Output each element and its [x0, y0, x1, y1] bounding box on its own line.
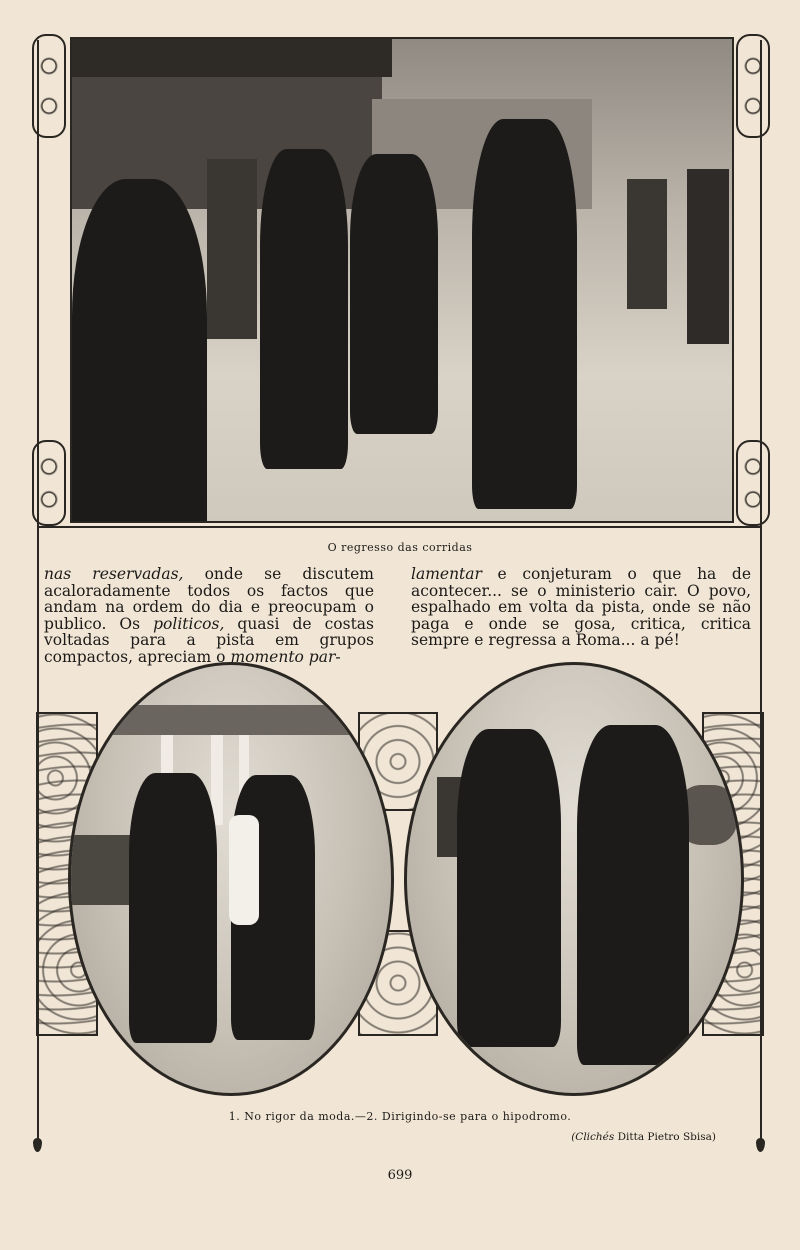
- hedge: [71, 835, 131, 905]
- dark-cloak-figure: [72, 179, 207, 521]
- ornament-top-right: [736, 34, 770, 138]
- man-in-suit: [472, 119, 577, 509]
- woman-left: [260, 149, 348, 469]
- man-background-right: [627, 179, 667, 309]
- article-col1-text-2: quasi de costas voltadas para a pista em grupos compactos, apreciam o: [44, 614, 374, 666]
- grandstand-roof: [72, 39, 392, 77]
- article-col1-italic-1: nas reservadas,: [44, 565, 184, 583]
- article-column-left: [44, 566, 374, 665]
- photo-oval-fashion: [68, 662, 394, 1096]
- colonnade-roof: [101, 705, 361, 735]
- article-col1-italic-2: politicos,: [153, 614, 225, 633]
- article-col2-text-1: e conjeturam o que ha de acontecer... se o ministerio cair. O povo, espalhado em volta da pista, onde se não paga e onde se gosa, critica, critica sempre e regressa a Roma... a pé!: [411, 565, 751, 649]
- ornament-mid-left: [32, 440, 66, 526]
- credit-text: Ditta Pietro Sbisa): [614, 1131, 716, 1143]
- woman-right: [350, 154, 438, 434]
- finial-left: [33, 1138, 42, 1152]
- ornament-mid-right: [736, 440, 770, 526]
- caption-bottom: 1. No rigor da moda.—2. Dirigindo-se para o hipodromo.: [228, 1110, 572, 1123]
- article-col2-italic-1: lamentar: [411, 565, 482, 583]
- officer-uniform: [577, 725, 689, 1065]
- article-column-right: [411, 566, 751, 649]
- credit-italic: (Clichés: [571, 1131, 615, 1143]
- caption-top: O regresso das corridas: [327, 541, 473, 554]
- ornament-top-left: [32, 34, 66, 138]
- frame-mid-rule: [37, 526, 762, 528]
- man-background-left: [207, 159, 257, 339]
- photo-return-from-races: [70, 37, 734, 523]
- article-col1-italic-3: momento par-: [230, 647, 341, 666]
- woman-walking: [457, 729, 561, 1047]
- man-far-right: [687, 169, 729, 344]
- photo-oval-hippodrome: [404, 662, 744, 1096]
- page-number: 699: [387, 1168, 413, 1183]
- article-col1-text-1: onde se discutem acaloradamente todos os factos que andam na ordem do dia e preocupam o publico. Os: [44, 565, 374, 633]
- white-stole: [229, 815, 259, 925]
- finial-right: [756, 1138, 765, 1152]
- woman-fashion-left: [129, 773, 217, 1043]
- photo-credit: [571, 1131, 716, 1143]
